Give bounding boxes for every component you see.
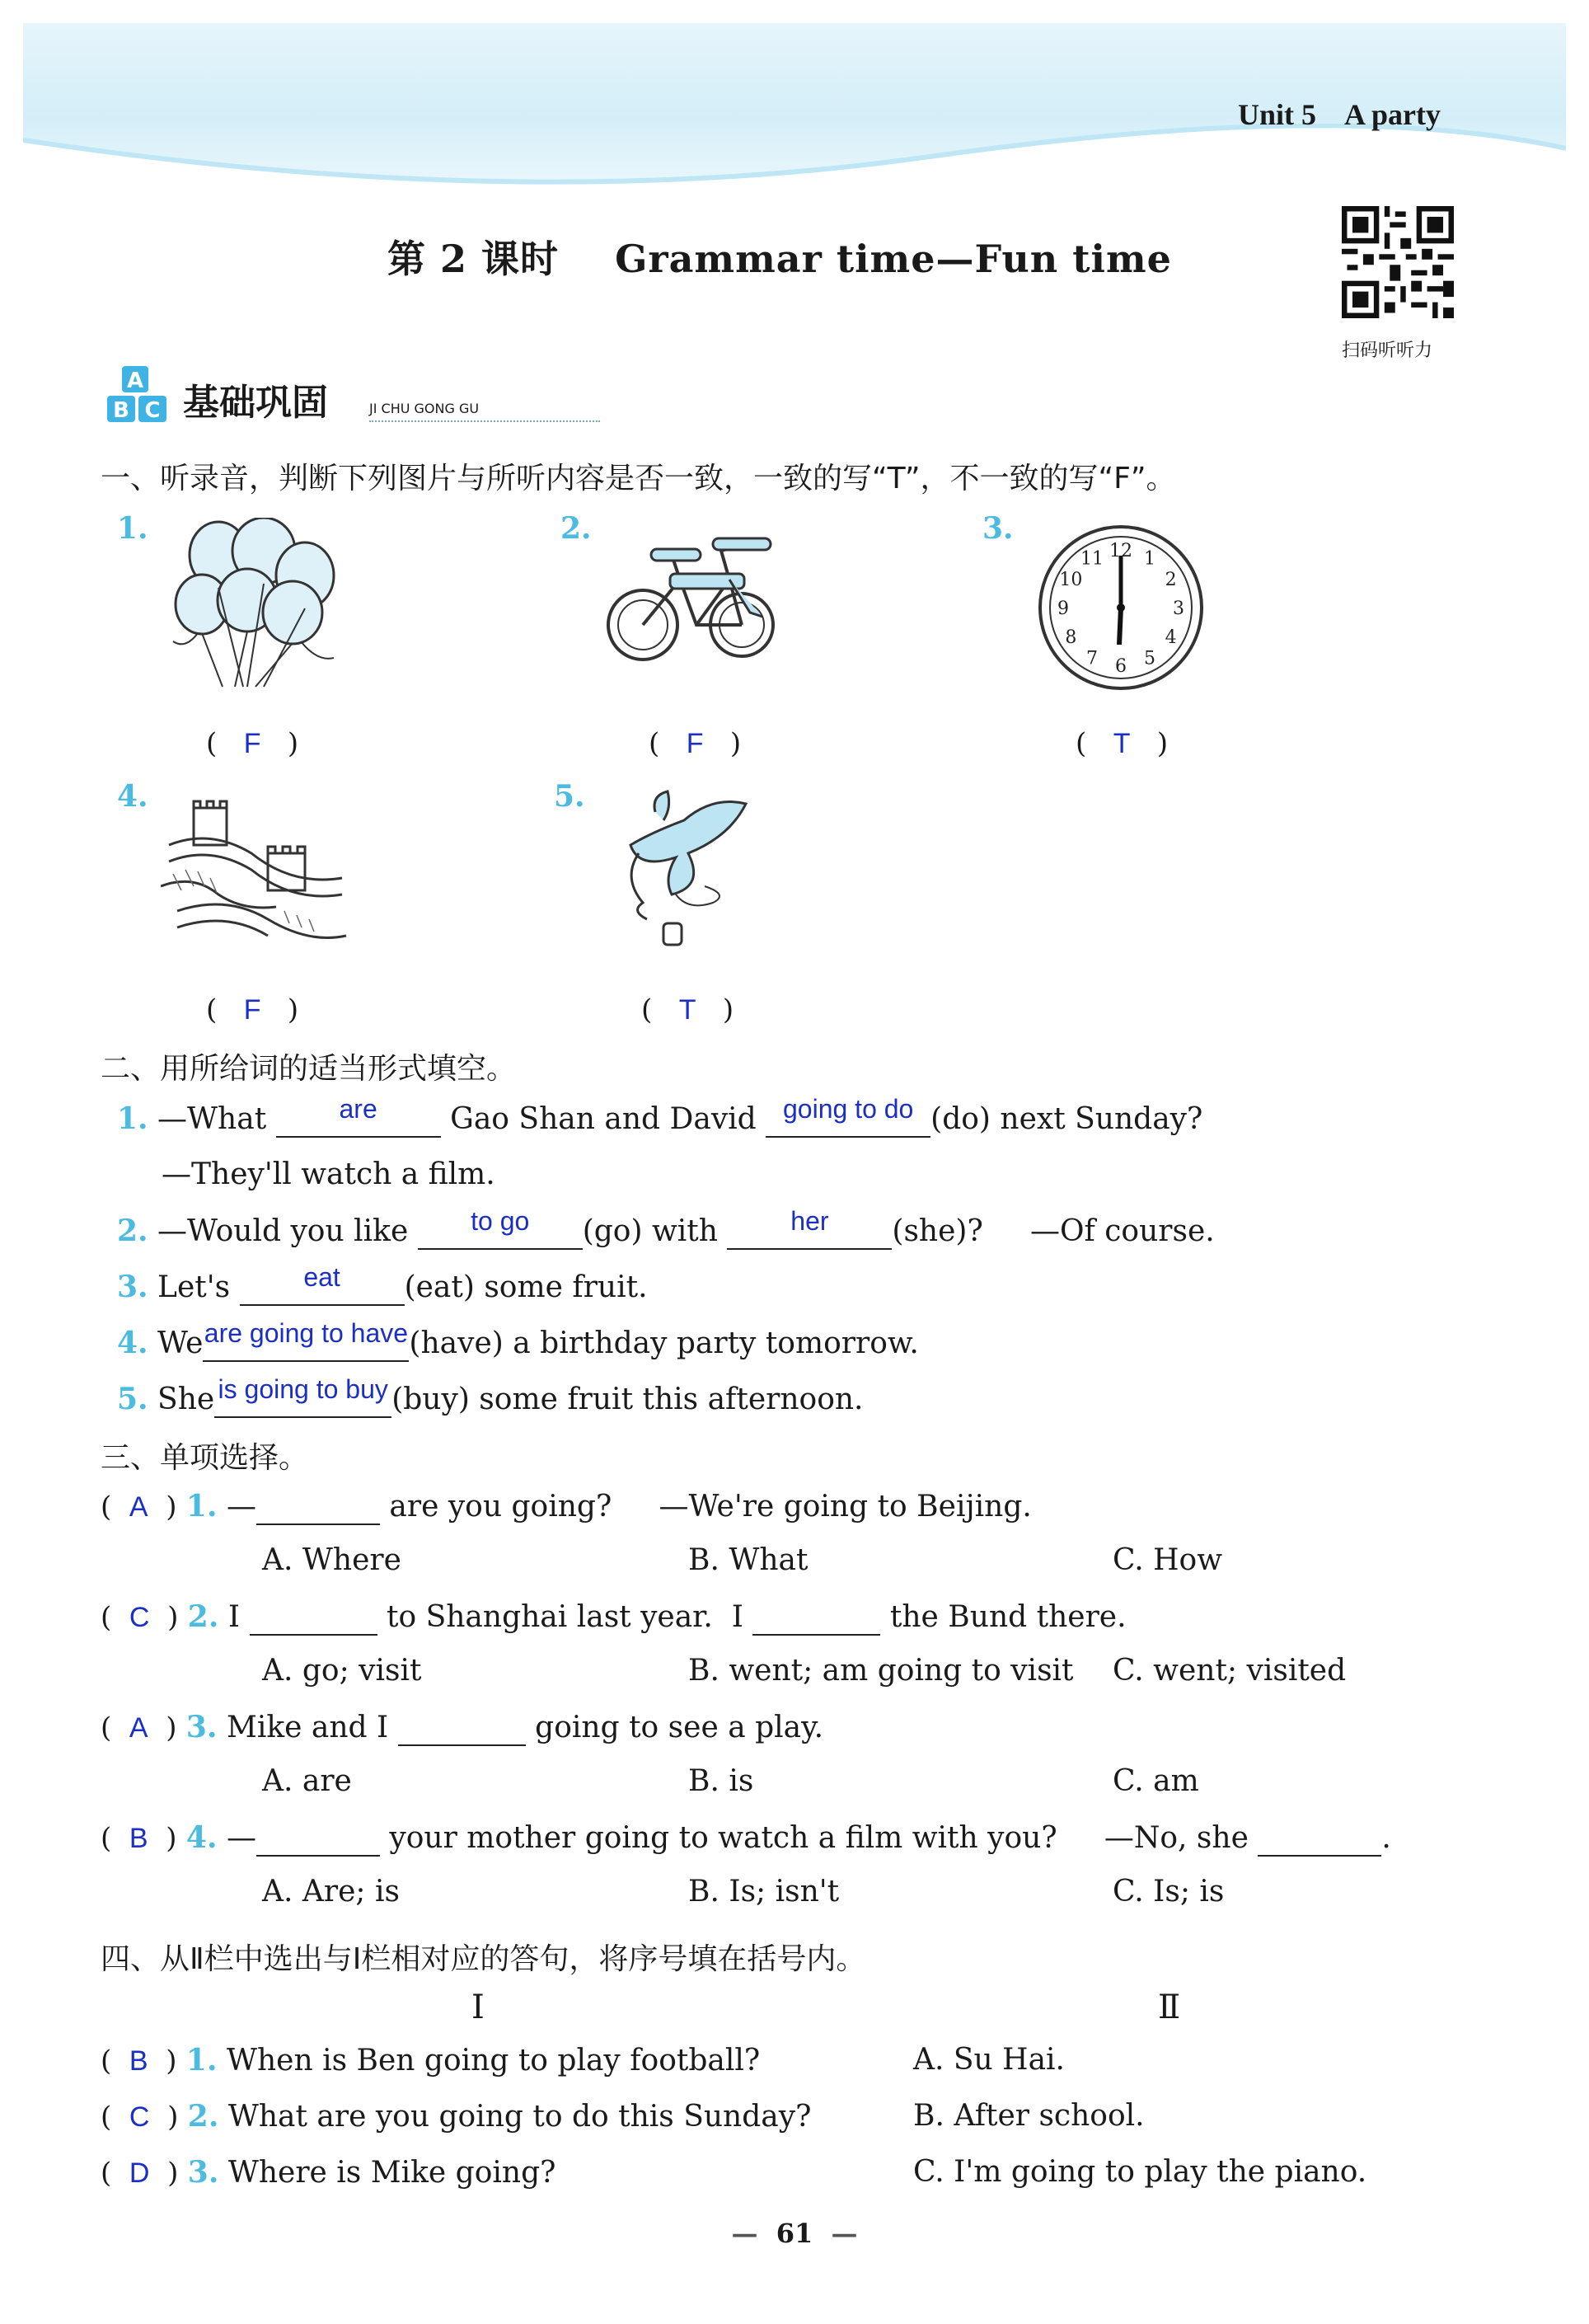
clock-number: 4 — [1165, 627, 1177, 648]
q4-heading: 四、从Ⅱ栏中选出与Ⅰ栏相对应的答句，将序号填在括号内。 — [101, 1942, 866, 1976]
q3-answer: A — [129, 1491, 148, 1523]
q4-question: Where is Mike going? — [227, 2156, 556, 2190]
qr-code-icon[interactable] — [1342, 206, 1454, 318]
page-number-value: 61 — [776, 2218, 813, 2249]
q3-item-3: ( A ) 3. Mike and I going to see a play. — [101, 1710, 824, 1744]
q2-item-2 — [117, 1206, 1215, 1250]
q3-stem: I — [227, 1600, 241, 1634]
q2-text: We — [157, 1326, 204, 1360]
q3-option[interactable]: C. went; visited — [1113, 1654, 1347, 1688]
q2-blank[interactable] — [766, 1094, 930, 1138]
unit-title: Unit 5 A party — [1237, 98, 1441, 131]
clock-number: 6 — [1115, 656, 1127, 677]
q2-text: She — [157, 1383, 215, 1416]
q3-heading: 三、单项选择。 — [101, 1441, 309, 1475]
q2-blank[interactable] — [240, 1262, 405, 1306]
q3-option[interactable]: C. Is; is — [1113, 1875, 1225, 1908]
clock-icon — [1034, 521, 1207, 694]
q1-heading: 一、听录音，判断下列图片与所听内容是否一致，一致的写“T”，不一致的写“F”。 — [101, 462, 1176, 495]
q1-answer-text: F — [243, 994, 261, 1026]
clock-number: 7 — [1086, 648, 1098, 669]
q1-answer-4: ( F ) — [206, 993, 299, 1026]
q2-answer: her — [790, 1206, 829, 1236]
q3-option[interactable]: A. are — [262, 1764, 352, 1798]
clock-number: 12 — [1109, 541, 1132, 561]
q4-row-num: 2. — [187, 2099, 219, 2134]
q3-option[interactable]: A. go; visit — [262, 1654, 422, 1688]
q2-text: (do) next Sunday? — [930, 1102, 1203, 1136]
q4-row-2: ( C ) 2. What are you going to do this Sunday? — [101, 2099, 812, 2134]
svg-text:A: A — [126, 369, 144, 393]
q2-item-num: 4. — [117, 1326, 148, 1360]
q4-answer: B — [129, 2045, 148, 2077]
q3-item-num: 1. — [185, 1489, 218, 1524]
q2-text: (go) with — [582, 1214, 718, 1248]
q3-stem: the Bund there. — [889, 1600, 1127, 1634]
q1-item-num: 1. — [117, 511, 148, 546]
q3-option[interactable]: A. Where — [262, 1543, 401, 1577]
clock-number: 5 — [1144, 648, 1155, 669]
q3-stem: your mother going to watch a film with you? —No, she — [389, 1821, 1249, 1855]
svg-text:B: B — [113, 398, 129, 423]
q2-answer: eat — [303, 1262, 340, 1292]
svg-text:C: C — [144, 398, 161, 423]
q3-stem: . — [1381, 1821, 1391, 1855]
q4-option: B. After school. — [913, 2099, 1145, 2133]
clock-number: 3 — [1173, 599, 1184, 619]
q2-blank[interactable] — [727, 1206, 892, 1250]
q3-blank[interactable] — [752, 1600, 880, 1636]
qr-caption: 扫码听听力 — [1342, 340, 1433, 361]
q3-blank[interactable] — [256, 1490, 380, 1525]
clock-number: 9 — [1057, 599, 1069, 619]
q4-col2-header: Ⅱ — [1158, 1988, 1181, 2026]
q4-question: What are you going to do this Sunday? — [227, 2100, 812, 2134]
great-wall-icon — [161, 796, 350, 952]
lesson-title: 第 2 课时 Grammar time—Fun time — [387, 237, 1172, 281]
q3-blank[interactable] — [250, 1600, 377, 1636]
q2-blank[interactable] — [214, 1374, 391, 1418]
q2-blank[interactable] — [276, 1094, 441, 1138]
q3-item-2: ( C ) 2. I to Shanghai last year. I the Bund there. — [101, 1599, 1127, 1634]
q4-option: A. Su Hai. — [913, 2043, 1065, 2077]
q3-option[interactable]: A. Are; is — [262, 1875, 400, 1908]
q1-answer-2: ( F ) — [649, 727, 742, 760]
q2-item-num: 3. — [117, 1270, 148, 1304]
q4-row-3: ( D ) 3. Where is Mike going? — [101, 2155, 556, 2190]
q3-item-num: 4. — [185, 1820, 218, 1855]
clock-number: 8 — [1065, 627, 1077, 648]
page-number: — 61 — — [731, 2218, 858, 2249]
q1-answer-text: T — [1113, 728, 1131, 759]
q3-stem: — — [226, 1821, 256, 1855]
q2-text: (eat) some fruit. — [404, 1270, 648, 1304]
q2-item-1-cont: —They'll watch a film. — [162, 1157, 495, 1191]
q2-answer: is going to buy — [218, 1374, 388, 1404]
abc-badge-icon — [105, 366, 170, 424]
q2-text: (buy) some fruit this afternoon. — [391, 1383, 864, 1416]
q1-item-num: 5. — [554, 779, 585, 814]
q2-text: —What — [157, 1102, 267, 1136]
q1-item-num: 3. — [982, 511, 1014, 546]
q3-answer: B — [129, 1823, 148, 1854]
q3-option[interactable]: B. went; am going to visit — [688, 1654, 1074, 1688]
section-title: 基础巩固 — [183, 382, 328, 424]
q1-answer-text: F — [243, 728, 261, 759]
q1-answer-1: ( F ) — [206, 727, 299, 760]
q4-question: When is Ben going to play football? — [226, 2044, 761, 2078]
q2-answer: are — [339, 1094, 377, 1124]
clock-number: 11 — [1080, 548, 1104, 570]
q2-blank[interactable] — [203, 1318, 409, 1362]
q3-option[interactable]: C. How — [1113, 1543, 1223, 1577]
q3-stem: are you going? —We're going to Beijing. — [389, 1490, 1032, 1524]
q1-item-num: 4. — [117, 779, 148, 814]
q4-row-1: ( B ) 1. When is Ben going to play football? — [101, 2043, 761, 2078]
q4-row-num: 1. — [185, 2043, 218, 2078]
q2-answer: to go — [471, 1206, 530, 1236]
q3-stem: to Shanghai last year. I — [386, 1600, 743, 1634]
q3-answer: C — [129, 1602, 150, 1633]
q3-blank[interactable] — [1258, 1821, 1381, 1857]
clock-number: 2 — [1165, 570, 1177, 590]
kite-icon — [606, 787, 754, 952]
q3-answer: A — [129, 1712, 148, 1744]
section-underline — [369, 420, 600, 422]
q4-answer: D — [129, 2157, 150, 2189]
q2-text: —Would you like — [157, 1214, 409, 1248]
bicycle-icon — [606, 534, 779, 674]
q3-stem: — — [226, 1490, 256, 1524]
q2-item-num: 2. — [117, 1214, 148, 1248]
clock-number: 1 — [1144, 548, 1155, 570]
q2-blank[interactable] — [418, 1206, 583, 1250]
q3-stem: Mike and I — [226, 1711, 389, 1744]
q3-stem: going to see a play. — [535, 1711, 824, 1744]
q2-item-5 — [117, 1374, 864, 1418]
q1-item-num: 2. — [560, 511, 592, 546]
balloons-icon — [165, 518, 354, 691]
q3-item-1: ( A ) 1. — are you going? —We're going to Beijing. — [101, 1489, 1032, 1524]
clock-number: 10 — [1059, 570, 1083, 590]
q1-answer-5: ( T ) — [641, 993, 734, 1026]
section-pinyin: JI CHU GONG GU — [369, 401, 480, 416]
q2-item-4 — [117, 1318, 919, 1362]
q3-option[interactable]: B. is — [688, 1764, 754, 1798]
q3-option[interactable]: C. am — [1113, 1764, 1199, 1798]
q1-answer-text: F — [686, 728, 704, 759]
q3-option[interactable]: B. Is; isn't — [688, 1875, 840, 1908]
q2-text: (she)? —Of course. — [892, 1214, 1215, 1248]
q2-answer: are going to have — [204, 1318, 409, 1348]
q4-col1-header: Ⅰ — [471, 1988, 485, 2026]
q2-text: (have) a birthday party tomorrow. — [409, 1326, 919, 1360]
q4-answer: C — [129, 2101, 150, 2133]
q2-item-num: 5. — [117, 1382, 148, 1416]
q3-blank[interactable] — [256, 1821, 380, 1857]
q3-option[interactable]: B. What — [688, 1543, 809, 1577]
q2-item-1 — [117, 1094, 1203, 1138]
q2-text: Gao Shan and David — [450, 1102, 757, 1136]
q1-answer-text: T — [678, 994, 696, 1026]
q3-item-num: 2. — [187, 1599, 219, 1634]
q2-item-3 — [117, 1262, 648, 1306]
header-wave — [23, 124, 1566, 198]
q2-item-num: 1. — [117, 1101, 148, 1136]
q3-item-4: ( B ) 4. — your mother going to watch a film with you? —No, she . — [101, 1820, 1391, 1855]
q2-text: Let's — [157, 1270, 231, 1304]
q4-row-num: 3. — [187, 2155, 219, 2190]
q3-item-num: 3. — [185, 1710, 218, 1744]
q1-answer-3: ( T ) — [1076, 727, 1169, 760]
q3-blank[interactable] — [398, 1711, 526, 1746]
q4-option: C. I'm going to play the piano. — [913, 2155, 1367, 2189]
q2-heading: 二、用所给词的适当形式填空。 — [101, 1052, 517, 1086]
q2-answer: going to do — [782, 1094, 914, 1124]
